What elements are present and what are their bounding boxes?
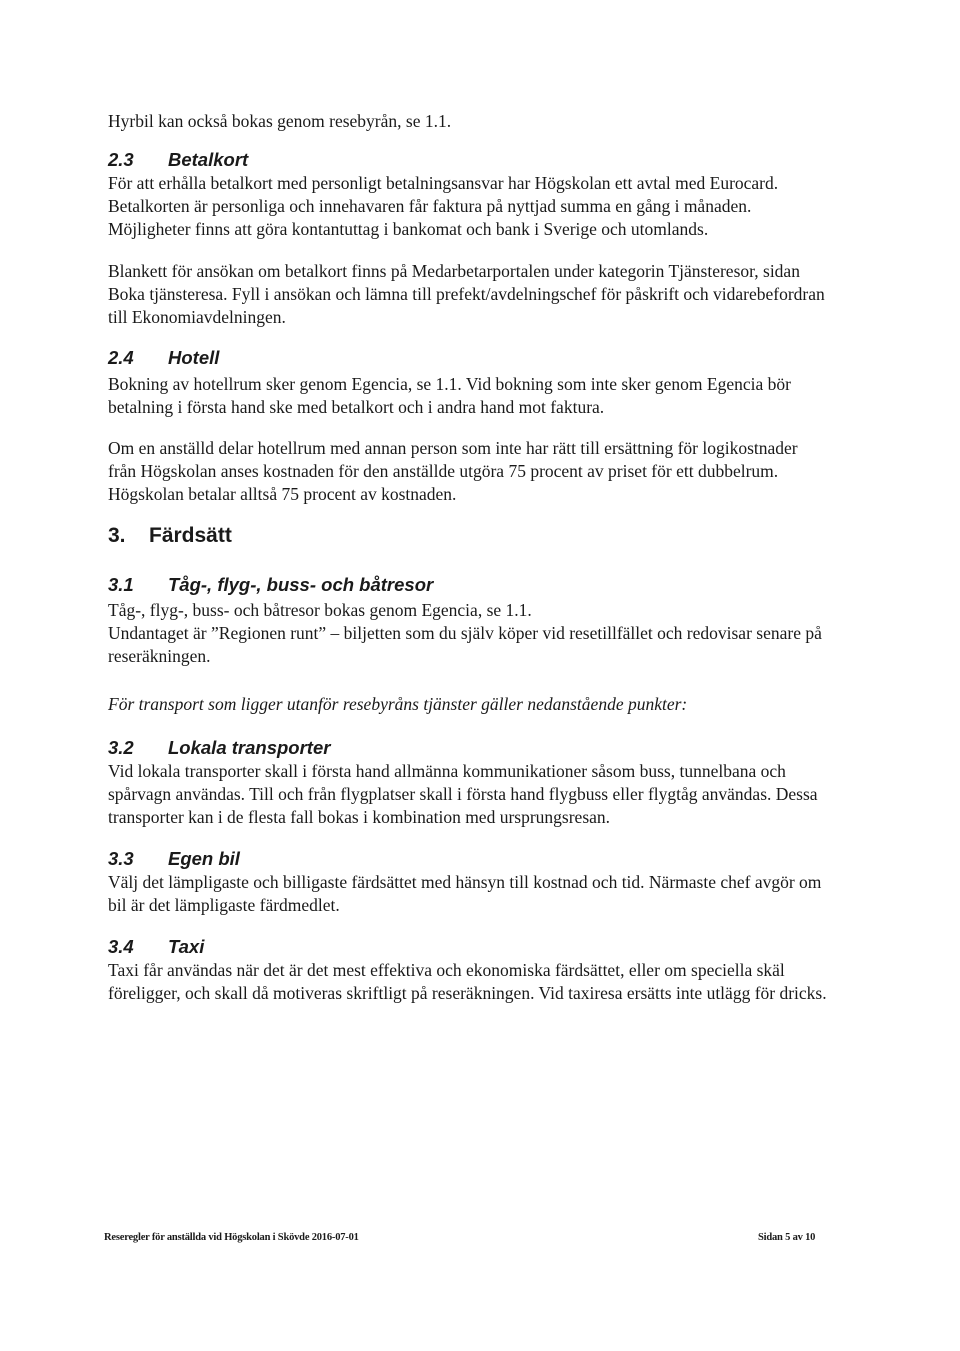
- section-2-4-paragraph-2: Om en anställd delar hotellrum med annan person som inte har rätt till ersättning för logikostnader från Högskolan anses kostnaden för den anställde utgöra 75 procent av priset för ett dubbelrum. Högskolan betalar alltså 75 procent av kostnaden.: [108, 438, 798, 504]
- section-3-4-paragraph: Taxi får användas när det är det mest effektiva och ekonomiska färdsättet, eller om speciella skäl föreligger, och skall då motiveras skriftligt på reseräkningen. Vid taxiresa ersätts inte utlägg för dricks.: [108, 960, 827, 1003]
- section-2-3-paragraph-1: För att erhålla betalkort med personligt betalningsansvar har Högskolan ett avtal med Eurocard. Betalkorten är personliga och innehavaren får faktura på nyttjad summa en gång i månaden. Möjligheter finns att göra kontantuttag i bankomat och bank i Sverige och utomlands.: [108, 173, 779, 239]
- footer-page-number: Sidan 5 av 10: [758, 1232, 816, 1243]
- section-title: Färdsätt: [149, 524, 232, 547]
- section-title: Lokala transporter: [168, 737, 331, 758]
- section-3-heading: [108, 523, 828, 549]
- section-title: Hotell: [168, 347, 220, 368]
- section-2-3-paragraph-2: Blankett för ansökan om betalkort finns på Medarbetarportalen under kategorin Tjänsteresor, sidan Boka tjänsteresa. Fyll i ansökan och lämna till prefekt/avdelningschef för påskrift och vidarebefordran till Ekonomiavdelningen.: [108, 261, 825, 327]
- section-3-3-paragraph: Välj det lämpligaste och billigaste färdsättet med hänsyn till kostnad och tid. Närmaste chef avgör om bil är det lämpligaste färdmedlet.: [108, 872, 822, 915]
- section-number: 2.3: [108, 149, 134, 170]
- intro-paragraph: Hyrbil kan också bokas genom resebyrån, se 1.1.: [108, 111, 452, 131]
- section-number: 3.4: [108, 936, 134, 957]
- section-number: 3.: [108, 524, 126, 547]
- section-3-2-paragraph: Vid lokala transporter skall i första hand allmänna kommunikationer såsom buss, tunnelbana och spårvagn användas. Till och från flygplatser skall i första hand flygbuss eller flygtåg användas. Dessa transporter kan i de flesta fall bokas i kombination med ursprungsresan.: [108, 761, 818, 827]
- section-3-4-heading: [108, 935, 828, 958]
- section-number: 3.1: [108, 574, 134, 595]
- transport-note: För transport som ligger utanför resebyråns tjänster gäller nedanstående punkter:: [108, 694, 688, 714]
- section-2-3-heading: [108, 148, 828, 171]
- section-title: Taxi: [168, 936, 205, 957]
- section-3-3-heading: [108, 847, 828, 870]
- section-title: Betalkort: [168, 149, 249, 170]
- section-3-1-line-2: Undantaget är ”Regionen runt” – biljetten som du själv köper vid resetillfället och redovisar senare på reseräkningen.: [108, 623, 822, 666]
- document-page: [108, 110, 828, 1005]
- section-title: Egen bil: [168, 848, 240, 869]
- section-3-1-heading: [108, 573, 828, 596]
- section-2-4-heading: [108, 346, 828, 369]
- footer-document-title: Reseregler för anställda vid Högskolan i Skövde 2016-07-01: [104, 1232, 359, 1243]
- section-3-1-line-1: Tåg-, flyg-, buss- och båtresor bokas genom Egencia, se 1.1.: [108, 600, 532, 620]
- section-number: 2.4: [108, 347, 134, 368]
- section-number: 3.3: [108, 848, 134, 869]
- section-2-4-paragraph-1: Bokning av hotellrum sker genom Egencia, se 1.1. Vid bokning som inte sker genom Egencia bör betalning i första hand ske med betalkort och i andra hand mot faktura.: [108, 374, 791, 417]
- section-3-2-heading: [108, 736, 828, 759]
- section-title: Tåg-, flyg-, buss- och båtresor: [168, 574, 434, 595]
- section-number: 3.2: [108, 737, 134, 758]
